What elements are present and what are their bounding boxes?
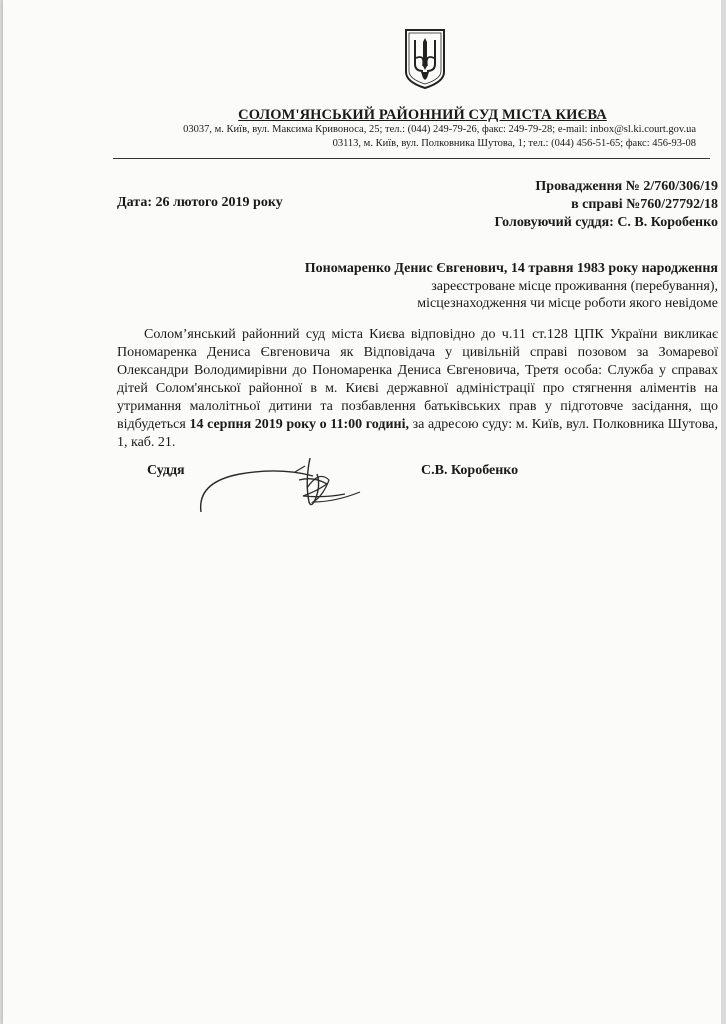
document-date: Дата: 26 лютого 2019 року: [117, 195, 283, 210]
addressee-name: Пономаренко Денис Євгенович, 14 травня 1983 року народження: [304, 261, 718, 276]
summons-body: [117, 326, 718, 452]
addressee-residence: зареєстроване місце проживання (перебування),: [431, 279, 718, 294]
trident-coat-of-arms-icon: [403, 28, 447, 90]
court-title: СОЛОМ'ЯНСЬКИЙ РАЙОННИЙ СУД МІСТА КИЄВА: [238, 107, 607, 123]
summons-text-part1: Солом’янський районний суд міста Києва відповідно до ч.11 ст.128 ЦПК України викликає Пономаренка Дениса Євгеновича як Відповідача у цивільній справі позовом за Зомаревої Олександри Володимирівни до Пономаренка Дениса Євгеновича, Третя особа: Служба у справах дітей Солом'янської районної в м. Києві державної адміністрації про стягнення аліментів на утримання малолітньої дитини та позбавлення батьківських прав у підготовче засідання, що відбудеться: [117, 327, 718, 432]
hearing-date-time: 14 серпня 2019 року о 11:00 годині,: [189, 417, 409, 432]
judge-name: С.В. Коробенко: [421, 463, 519, 478]
page-shadow-right: [721, 0, 726, 1024]
presiding-judge: Головуючий суддя: С. В. Коробенко: [494, 215, 718, 230]
addressee-location: місцезнаходження чи місце роботи якого невідоме: [417, 296, 718, 311]
header-divider: [113, 158, 710, 159]
case-number: в справі №760/27792/18: [571, 197, 718, 212]
summons-text-part2: за адресою суду: м. Київ, вул. Полковника Шутова, 1, каб. 21.: [117, 417, 718, 450]
proceeding-number: Провадження № 2/760/306/19: [535, 179, 718, 194]
handwritten-signature: [195, 452, 375, 522]
court-address-primary: 03037, м. Київ, вул. Максима Кривоноса, 25; тел.: (044) 249-79-26, факс: 249-79-28; e-mail: inbox@sl.ki.court.gov.ua: [183, 124, 696, 135]
court-address-secondary: 03113, м. Київ, вул. Полковника Шутова, 1; тел.: (044) 456-51-65; факс: 456-93-08: [332, 138, 696, 149]
judge-signature-label: Суддя: [147, 463, 185, 478]
